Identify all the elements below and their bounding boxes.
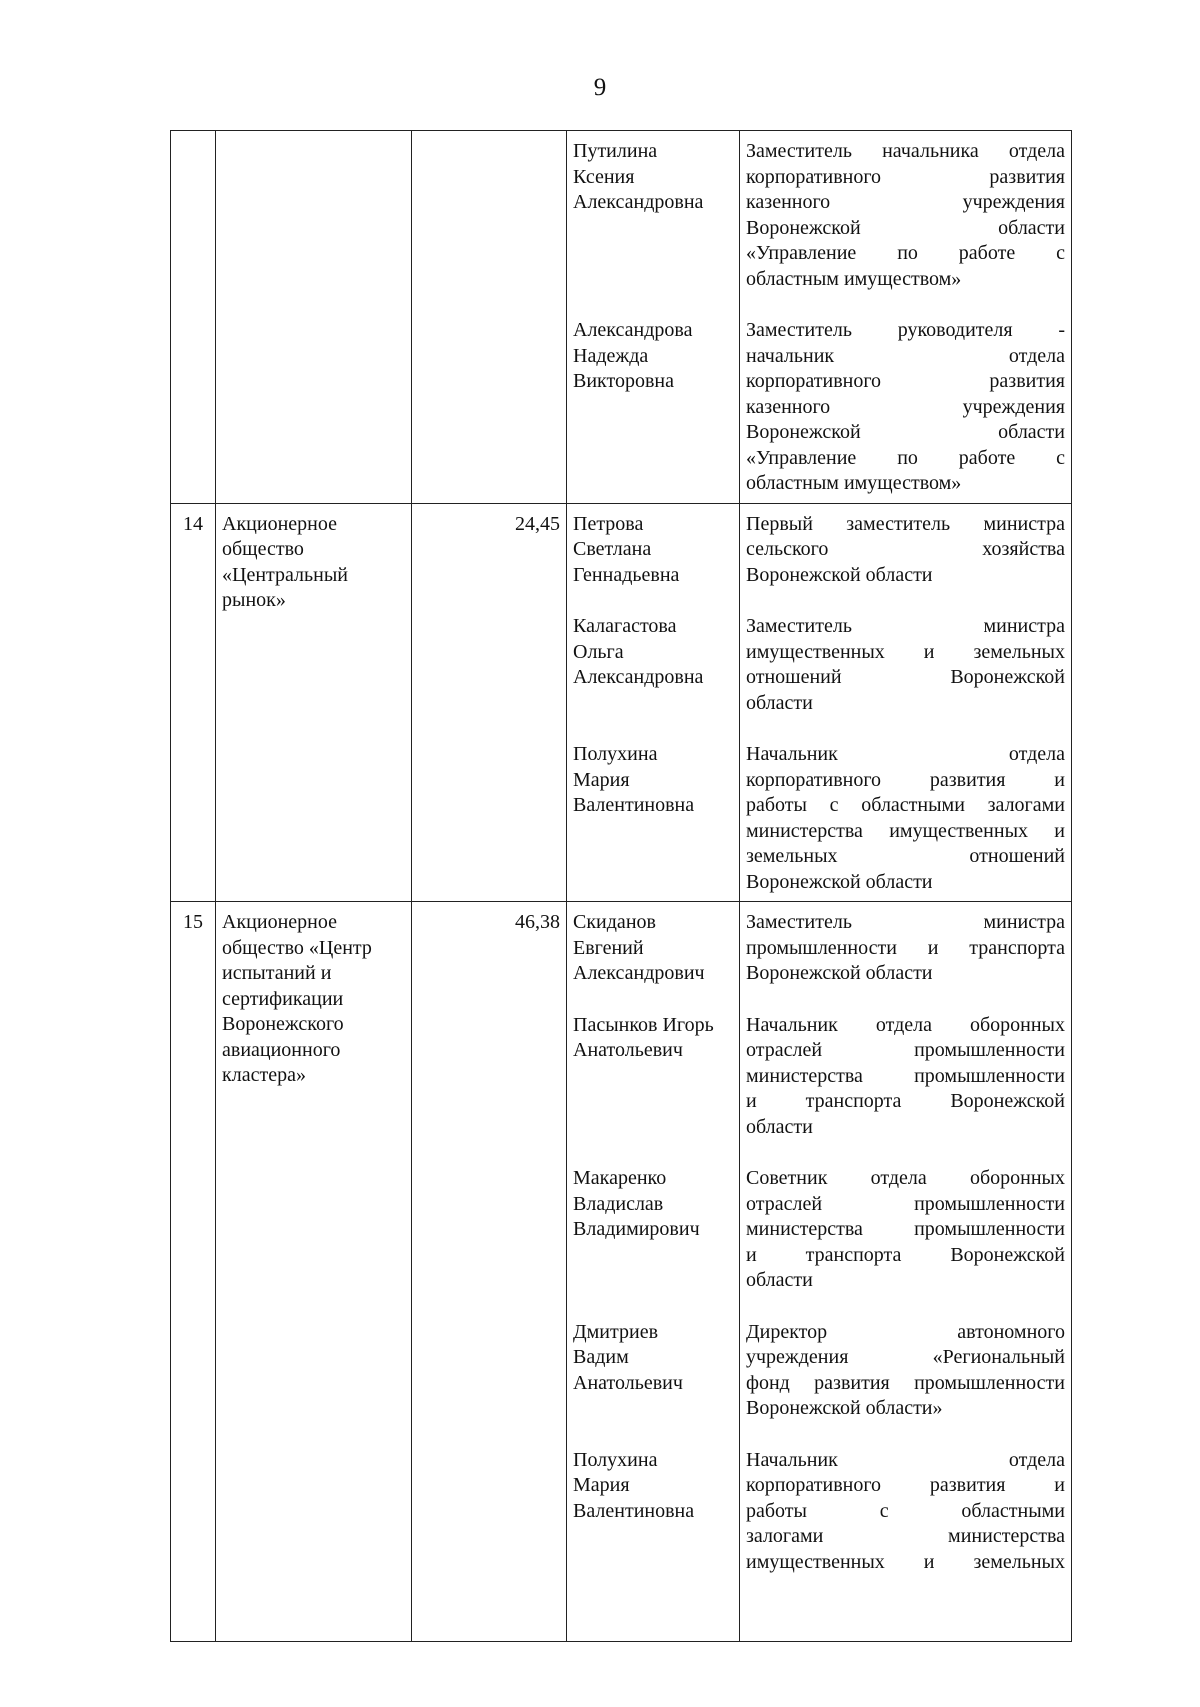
person-position-line: Воронежской области (746, 421, 1065, 443)
person-name-line: Ксения (573, 165, 635, 188)
person-name-line: Евгений (573, 936, 644, 959)
person-name-line: Владислав (573, 1192, 664, 1215)
person-name-line: Владимирович (573, 1218, 700, 1240)
person-name-line: Александрович (573, 962, 705, 984)
share-percent (412, 131, 567, 504)
person-position-line: Заместитель руководителя - (746, 319, 1065, 341)
person-position-line: и транспорта Воронежской (746, 1090, 1065, 1112)
person-position-line: отраслей промышленности (746, 1039, 1065, 1061)
person-name (573, 1166, 733, 1294)
person-position-line: областным имуществом» (746, 472, 962, 494)
share-percent: 46,38 (412, 902, 567, 1642)
person-position-line: учреждения «Региональный (746, 1346, 1065, 1368)
person-name-line: Скиданов (573, 911, 656, 933)
person-position-line: Начальник отдела (746, 1448, 1065, 1471)
person-name (573, 1320, 733, 1422)
person-position-line: Директор автономного (746, 1320, 1065, 1343)
person-position-line: отраслей промышленности (746, 1192, 1065, 1215)
person-position-line: имущественных и земельных (746, 1550, 1065, 1573)
person-name-line: Петрова (573, 512, 644, 535)
organization-name-line: кластера» (222, 1064, 306, 1086)
person-position (746, 1320, 1065, 1422)
person-name (573, 1013, 733, 1141)
spacer (573, 819, 733, 845)
representatives-positions (740, 503, 1072, 902)
person-position-line: «Управление по работе с (746, 446, 1065, 469)
person-position-line: работы с областными (746, 1499, 1065, 1522)
table-body (171, 131, 1072, 1642)
person-position (746, 742, 1065, 895)
spacer (573, 1550, 733, 1576)
person-name (573, 318, 733, 497)
person-position-line: «Управление по работе с (746, 242, 1065, 264)
person-position-line: Воронежской области» (746, 1397, 943, 1419)
spacer (573, 1268, 733, 1294)
organization-name-line: «Центральный (222, 563, 349, 586)
person-name-line: Анатольевич (573, 1039, 683, 1061)
representatives-positions (740, 131, 1072, 504)
person-position-line: министерства промышленности (746, 1064, 1065, 1087)
page-number: 9 (593, 74, 607, 101)
row-number (171, 131, 216, 504)
organization-name (216, 902, 412, 1642)
organization-name-line: авиационного (222, 1038, 341, 1061)
person-position (746, 1448, 1065, 1576)
person-name-line: Викторовна (573, 370, 674, 392)
organization-name (216, 503, 412, 902)
row-number: 14 (171, 503, 216, 902)
person-name-line: Ольга (573, 640, 624, 663)
person-position-line: Воронежской области (746, 563, 933, 586)
person-position-line: областным имуществом» (746, 267, 962, 290)
person-position-line: министерства имущественных и (746, 819, 1065, 842)
person-position-line: залогами министерства (746, 1525, 1065, 1547)
person-position-line: Заместитель министра (746, 615, 1065, 637)
person-name (573, 139, 733, 292)
spacer (573, 216, 733, 242)
person-name-line: Александровна (573, 666, 704, 688)
person-name (573, 614, 733, 716)
person-name-line: Валентиновна (573, 1499, 695, 1522)
person-name-line: Калагастова (573, 615, 677, 637)
spacer (573, 844, 733, 870)
person-name-line: Пасынков Игорь (573, 1013, 714, 1036)
person-position-line: земельных отношений (746, 845, 1065, 867)
person-position (746, 910, 1065, 987)
person-position-line: Заместитель начальника отдела (746, 140, 1065, 162)
representatives-names (567, 503, 740, 902)
person-position-line: корпоративного развития (746, 165, 1065, 188)
representatives-names (567, 131, 740, 504)
person-name-line: Анатольевич (573, 1371, 683, 1394)
person-position-line: Заместитель министра (746, 911, 1065, 933)
person-position-line: Начальник отдела оборонных (746, 1013, 1065, 1036)
spacer (573, 420, 733, 446)
person-position-line: области (746, 1269, 813, 1291)
person-name-line: Надежда (573, 344, 649, 367)
person-name (573, 512, 733, 589)
person-name-line: Александровна (573, 191, 704, 213)
person-position-line: Начальник отдела (746, 743, 1065, 765)
organization-name-line: Акционерное (222, 512, 337, 535)
representatives-names (567, 902, 740, 1642)
person-position-line: казенного учреждения (746, 395, 1065, 418)
person-position (746, 512, 1065, 589)
representatives-positions (740, 902, 1072, 1642)
person-name-line: Мария (573, 768, 630, 791)
person-name (573, 1448, 733, 1576)
person-position-line: корпоративного развития и (746, 768, 1065, 791)
commission-table (170, 130, 1072, 1642)
table-row (171, 131, 1072, 504)
person-position-line: Воронежской области (746, 216, 1065, 239)
share-percent: 24,45 (412, 503, 567, 902)
person-name-line: Дмитриев (573, 1320, 659, 1343)
organization-name-line: общество (222, 538, 304, 560)
person-name-line: Светлана (573, 538, 652, 560)
person-position-line: министерства промышленности (746, 1218, 1065, 1240)
person-position-line: Воронежской области (746, 870, 933, 893)
spacer (573, 1089, 733, 1115)
person-name (573, 910, 733, 987)
spacer (573, 691, 733, 717)
organization-name-line: Воронежского (222, 1013, 344, 1035)
person-position-line: работы с областными залогами (746, 794, 1065, 816)
person-position (746, 1013, 1065, 1141)
person-position (746, 318, 1065, 497)
person-position-line: промышленности и транспорта (746, 936, 1065, 959)
spacer (573, 267, 733, 293)
person-position-line: корпоративного развития и (746, 1474, 1065, 1496)
person-name-line: Александрова (573, 319, 693, 341)
person-position (746, 139, 1065, 292)
organization-name-line: рынок» (222, 589, 286, 611)
organization-name-line: испытаний и (222, 962, 332, 984)
person-position-line: начальник отдела (746, 344, 1065, 367)
person-position-line: сельского хозяйства (746, 538, 1065, 560)
person-position-line: области (746, 691, 813, 714)
person-position-line: Советник отдела оборонных (746, 1167, 1065, 1189)
person-position (746, 1166, 1065, 1294)
spacer (573, 1524, 733, 1550)
row-number: 15 (171, 902, 216, 1642)
person-position-line: фонд развития промышленности (746, 1371, 1065, 1394)
person-name (573, 742, 733, 895)
person-name-line: Мария (573, 1474, 630, 1496)
spacer (573, 1396, 733, 1422)
person-name-line: Макаренко (573, 1167, 667, 1189)
spacer (573, 1064, 733, 1090)
person-position-line: и транспорта Воронежской (746, 1243, 1065, 1266)
person-position-line: корпоративного развития (746, 370, 1065, 392)
person-name-line: Геннадьевна (573, 563, 680, 586)
table-row (171, 503, 1072, 902)
organization-name (216, 131, 412, 504)
person-name-line: Полухина (573, 743, 658, 765)
table-row (171, 902, 1072, 1642)
organization-name-line: общество «Центр (222, 936, 372, 959)
spacer (573, 870, 733, 896)
person-name-line: Валентиновна (573, 794, 695, 816)
person-name-line: Путилина (573, 140, 658, 162)
person-position-line: Воронежской области (746, 962, 933, 984)
person-position (746, 614, 1065, 716)
organization-name-line: сертификации (222, 987, 344, 1010)
person-position-line: отношений Воронежской (746, 666, 1065, 688)
person-name-line: Вадим (573, 1346, 629, 1368)
spacer (573, 471, 733, 497)
person-position-line: Первый заместитель министра (746, 512, 1065, 535)
person-position-line: области (746, 1115, 813, 1138)
spacer (573, 241, 733, 267)
spacer (573, 1115, 733, 1141)
spacer (573, 1243, 733, 1269)
spacer (573, 446, 733, 472)
person-name-line: Полухина (573, 1448, 658, 1471)
organization-name-line: Акционерное (222, 911, 337, 933)
person-position-line: казенного учреждения (746, 191, 1065, 213)
person-position-line: имущественных и земельных (746, 640, 1065, 663)
spacer (573, 395, 733, 421)
